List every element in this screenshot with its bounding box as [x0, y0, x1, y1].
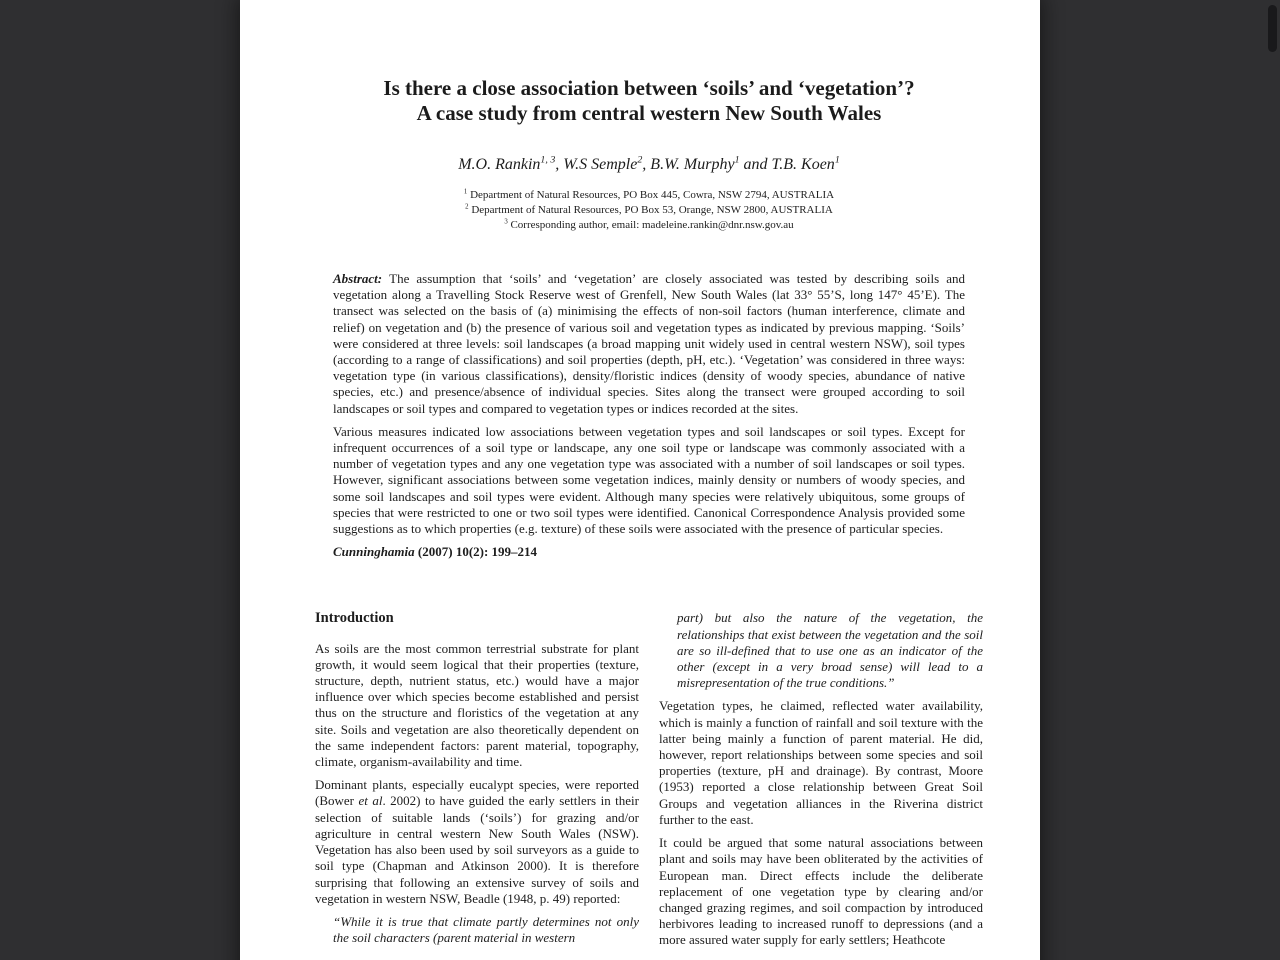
intro-right-paragraph-2: It could be argued that some natural associations between plant and soils may have been obliterated by the activities of European man. Direct effects include the deliberate replacement of one vegetation type by clearing and/or changed grazing regimes, and soil compaction by introduced herbivores leading to increased runoff to depressions (and a more assured water supply for early settlers; Heathcote: [659, 835, 983, 948]
two-column-body: [315, 610, 983, 955]
journal-citation: Cunninghamia (2007) 10(2): 199–214: [333, 544, 538, 560]
scrollbar-thumb[interactable]: [1268, 5, 1277, 52]
affiliation-line-1: $^1$ Department of Natural Resources, PO Box 445, Cowra, NSW 2794, AUSTRALIA: [463, 188, 835, 201]
authors-line: M.O. Rankin$^{1, 3}$, W.S Semple$^2$, B.W. Murphy$^1$ and T.B. Koen$^1$: [458, 154, 840, 173]
beadle-quote-start: “While it is true that climate partly determines not only the soil characters (parent material in western: [333, 913, 639, 946]
section-heading-introduction: Introduction: [315, 610, 394, 627]
left-column: [315, 610, 639, 955]
page-title-line-2: A case study from central western New South Wales: [416, 101, 882, 125]
intro-right-paragraph-1: Vegetation types, he claimed, reflected water availability, which is mainly a function of rainfall and soil texture with the latter being mainly a function of parent material. He did, however, report relationships between some species and soil properties (texture, pH and drainage). By contrast, Moore (1953) reported a close relationship between Great Soil Groups and vegetation alliances in the Riverina district further to the east.: [659, 698, 983, 827]
intro-left-paragraph-2: Dominant plants, especially eucalypt species, were reported (Bower et al. 2002) to have guided the early settlers in their selection of suitable lands (‘soils’) for grazing and/or agriculture in central western New South Wales (NSW). Vegetation has also been used by soil surveyors as a guide to soil type (Chapman and Atkinson 2000). It is therefore surprising that following an extensive survey of soils and vegetation in western NSW, Beadle (1948, p. 49) reported:: [315, 777, 639, 906]
abstract-paragraph-2: Various measures indicated low associations between vegetation types and soil landscapes or soil types. Except for infrequent occurrences of a soil type or landscape, any one soil type or landscape was commonly associated with a number of vegetation types and any one vegetation type was associated with a number of soil landscapes or soil types. However, significant associations between some vegetation indices, mainly density or numbers of woody species, and some soil landscapes and soil types were evident. Although many species were relatively ubiquitous, some groups of species that were restricted to one or two soil types were identified. Canonical Correspondence Analysis provided some suggestions as to which properties (e.g. texture) of these soils were associated with the presence of particular species.: [333, 423, 965, 537]
affiliation-line-2: $^2$ Department of Natural Resources, PO Box 53, Orange, NSW 2800, AUSTRALIA: [465, 203, 833, 216]
abstract-block: [333, 271, 965, 560]
pdf-page: [240, 0, 1040, 960]
right-column: [659, 610, 983, 955]
intro-left-paragraph-1: As soils are the most common terrestrial substrate for plant growth, it would seem logical that their properties (texture, structure, depth, nutrient status, etc.) would have a major influence over which species become established and persist thus on the structure and floristics of the vegetation at any site. Soils and vegetation are also theoretically dependent on the same independent factors: parent material, topography, climate, organism-availability and time.: [315, 640, 639, 770]
page-title-line-1: Is there a close association between ‘soils’ and ‘vegetation’?: [383, 76, 915, 100]
scrollbar-track[interactable]: [1265, 0, 1280, 960]
affiliations-block: [315, 188, 983, 233]
page-title: [315, 76, 983, 126]
beadle-quote-continuation: part) but also the nature of the vegetation, the relationships that exist between the vegetation and the soil are so ill-defined that to use one as an indicator of the other (except in a very broad sense) will lead to a misrepresentation of the true conditions.”: [677, 610, 983, 691]
abstract-paragraph-1: Abstract: The assumption that ‘soils’ and ‘vegetation’ are closely associated was tested by describing soils and vegetation along a Travelling Stock Reserve west of Grenfell, New South Wales (lat 33° 55’S, long 147° 45’E). The transect was selected on the basis of (a) minimising the effects of non-soil factors (human interference, climate and relief) on vegetation and (b) the presence of various soil and vegetation types as indicated by previous mapping. ‘Soils’ were considered at three levels: soil landscapes (a broad mapping unit widely used in central western NSW), soil types (according to a range of classifications) and soil properties (depth, pH, etc.). ‘Vegetation’ was considered in three ways: vegetation type (in various classifications), density/floristic indices (density of woody species, abundance of native species, etc.) and presence/absence of individual species. Sites along the transect were grouped according to soil landscapes or soil types and compared to vegetation types or indices recorded at the sites.: [333, 271, 965, 416]
affiliation-line-3: $^3$ Corresponding author, email: madeleine.rankin@dnr.nsw.gov.au: [504, 218, 794, 231]
